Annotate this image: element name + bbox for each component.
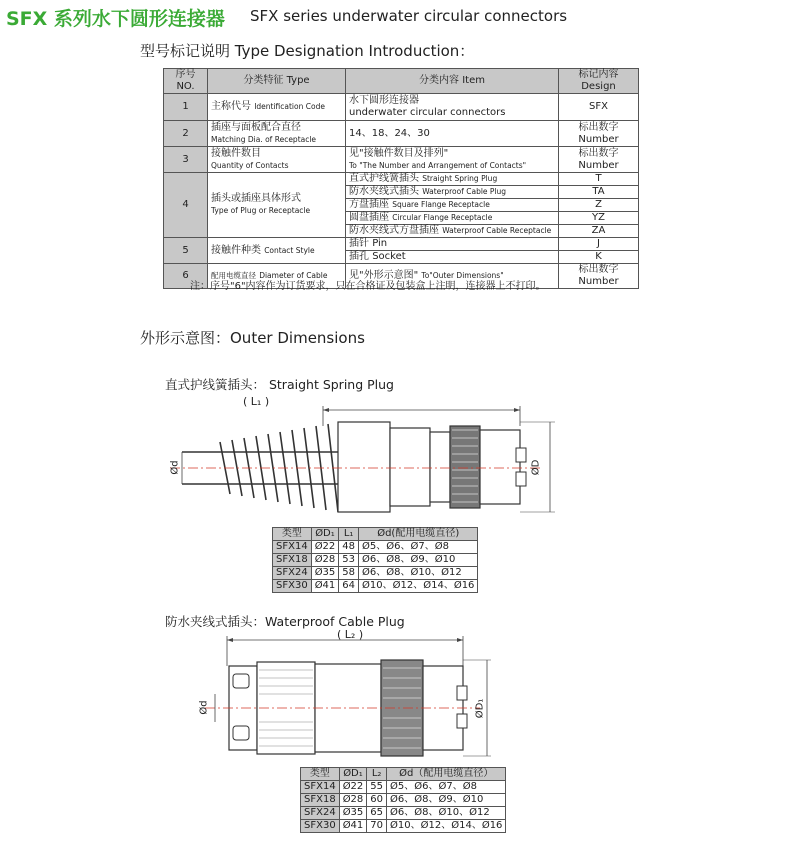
row-no: 5 bbox=[164, 238, 208, 264]
col-L1: L₁ bbox=[339, 528, 359, 541]
row-design: 标出数字 Number bbox=[559, 264, 639, 289]
cell: 53 bbox=[339, 554, 359, 567]
type-cn: 接触件数目 bbox=[211, 147, 261, 159]
table-row bbox=[273, 580, 478, 593]
type-en: Matching Dia. of Receptacle bbox=[211, 134, 317, 144]
cell: Ø6、Ø8、Ø10、Ø12 bbox=[359, 567, 478, 580]
row-item bbox=[346, 238, 559, 251]
table-row bbox=[301, 794, 506, 807]
row-no: 4 bbox=[164, 173, 208, 238]
type-cn: 接触件种类 bbox=[211, 244, 261, 256]
cell: 64 bbox=[339, 580, 359, 593]
cell: SFX30 bbox=[301, 820, 340, 833]
designation-table bbox=[163, 68, 639, 289]
row-design: J bbox=[559, 238, 639, 251]
cell: Ø6、Ø8、Ø10、Ø12 bbox=[387, 807, 506, 820]
item-en: Circular Flange Receptacle bbox=[392, 213, 493, 222]
cell: 60 bbox=[367, 794, 387, 807]
cell: 48 bbox=[339, 541, 359, 554]
table-row bbox=[164, 121, 639, 147]
cell: Ø10、Ø12、Ø14、Ø16 bbox=[387, 820, 506, 833]
table-row bbox=[301, 820, 506, 833]
straight-d-label: Ød bbox=[169, 460, 181, 475]
item-en: Waterproof Cable Plug bbox=[422, 187, 507, 196]
row-item bbox=[346, 199, 559, 212]
designation-note: 注：序号"6"内容作为订货要求，只在合格证及包装盒上注明，连接器上不打印。 bbox=[190, 281, 546, 292]
cell: SFX18 bbox=[273, 554, 312, 567]
row-item bbox=[346, 212, 559, 225]
cell: 70 bbox=[367, 820, 387, 833]
table-header-row bbox=[301, 768, 506, 781]
row-item bbox=[346, 225, 559, 238]
cell: SFX18 bbox=[301, 794, 340, 807]
item-cn: 插孔 bbox=[349, 251, 369, 262]
cell: SFX14 bbox=[273, 541, 312, 554]
item-cn: 插针 bbox=[349, 238, 369, 249]
cell: Ø35 bbox=[339, 807, 367, 820]
cell: SFX30 bbox=[273, 580, 312, 593]
col-d: Ød(配用电缆直径) bbox=[359, 528, 478, 541]
type-en: Identification Code bbox=[254, 102, 325, 111]
col-D1: ØD₁ bbox=[339, 768, 367, 781]
row-item bbox=[346, 147, 559, 173]
cell: Ø6、Ø8、Ø9、Ø10 bbox=[387, 794, 506, 807]
row-no: 3 bbox=[164, 147, 208, 173]
col-type: 类型 bbox=[273, 528, 312, 541]
page-title-en: SFX series underwater circular connectors bbox=[250, 7, 568, 25]
row-item bbox=[346, 251, 559, 264]
type-en: Type of Plug or Receptacle bbox=[211, 206, 311, 215]
item-en: Pin bbox=[372, 238, 388, 249]
straight-length-label: ( L₁ ) bbox=[243, 395, 270, 408]
cell: Ø5、Ø6、Ø7、Ø8 bbox=[387, 781, 506, 794]
row-type bbox=[208, 121, 346, 147]
col-item: 分类内容 Item bbox=[346, 69, 559, 94]
item-en: Straight Spring Plug bbox=[422, 174, 498, 183]
row-design: YZ bbox=[559, 212, 639, 225]
table-row bbox=[164, 173, 639, 186]
col-no: 序号 NO. bbox=[164, 69, 208, 94]
cell: Ø22 bbox=[339, 781, 367, 794]
col-d: Ød（配用电缆直径） bbox=[387, 768, 506, 781]
cell: Ø10、Ø12、Ø14、Ø16 bbox=[359, 580, 478, 593]
item-cn: 直式护线簧插头 bbox=[349, 173, 419, 184]
waterproof-plug-heading: 防水夹线式插头：Waterproof Cable Plug bbox=[165, 614, 405, 629]
cell: 65 bbox=[367, 807, 387, 820]
type-cn: 插座与面板配合直径 bbox=[211, 121, 301, 133]
type-en: Diameter of Cable bbox=[259, 271, 328, 280]
item-cn: 方盘插座 bbox=[349, 199, 389, 210]
cell: Ø35 bbox=[311, 567, 339, 580]
item-cn: 防水夹线式方盘插座 bbox=[349, 225, 439, 236]
straight-plug-table bbox=[272, 527, 478, 593]
waterproof-D1-label: ØD₁ bbox=[474, 698, 486, 719]
item-en: Socket bbox=[372, 251, 406, 262]
cell: 55 bbox=[367, 781, 387, 794]
row-no: 2 bbox=[164, 121, 208, 147]
table-header-row bbox=[164, 69, 639, 94]
type-cn: 插头或插座具体形式 bbox=[211, 193, 301, 204]
table-row bbox=[273, 541, 478, 554]
cell: Ø41 bbox=[339, 820, 367, 833]
waterproof-plug-drawing bbox=[195, 628, 495, 763]
waterproof-length-label: ( L₂ ) bbox=[337, 628, 364, 641]
row-type bbox=[208, 173, 346, 238]
item-cn: 防水夹线式插头 bbox=[349, 186, 419, 197]
item-cn: 水下圆形连接器 bbox=[349, 95, 419, 106]
row-item bbox=[346, 173, 559, 186]
row-design: 标出数字 Number bbox=[559, 121, 639, 147]
row-no: 1 bbox=[164, 94, 208, 121]
item-en: To"Outer Dimensions" bbox=[421, 271, 504, 280]
type-cn: 主称代号 bbox=[211, 101, 251, 112]
table-row bbox=[164, 94, 639, 121]
row-type bbox=[208, 147, 346, 173]
table-row bbox=[301, 807, 506, 820]
col-D1: ØD₁ bbox=[311, 528, 339, 541]
waterproof-plug-table bbox=[300, 767, 506, 833]
table-row bbox=[273, 554, 478, 567]
straight-plug-drawing bbox=[160, 392, 560, 522]
col-type: 分类特征 Type bbox=[208, 69, 346, 94]
row-item bbox=[346, 186, 559, 199]
item-cn: 圆盘插座 bbox=[349, 212, 389, 223]
cell: SFX24 bbox=[273, 567, 312, 580]
item-en: To "The Number and Arrangement of Contacts" bbox=[349, 160, 527, 170]
straight-plug-heading: 直式护线簧插头： Straight Spring Plug bbox=[165, 377, 394, 392]
table-header-row bbox=[273, 528, 478, 541]
col-type: 类型 bbox=[301, 768, 340, 781]
row-design: ZA bbox=[559, 225, 639, 238]
cell: SFX24 bbox=[301, 807, 340, 820]
col-L2: L₂ bbox=[367, 768, 387, 781]
row-design: K bbox=[559, 251, 639, 264]
type-en: Contact Style bbox=[264, 245, 315, 255]
designation-heading: 型号标记说明 Type Designation Introduction： bbox=[140, 42, 475, 60]
waterproof-d-label: Ød bbox=[198, 700, 210, 715]
row-design: T bbox=[559, 173, 639, 186]
type-en: Quantity of Contacts bbox=[211, 160, 289, 170]
row-no: 6 bbox=[164, 264, 208, 289]
item-en: Square Flange Receptacle bbox=[392, 200, 490, 209]
row-design: Z bbox=[559, 199, 639, 212]
cell: Ø5、Ø6、Ø7、Ø8 bbox=[359, 541, 478, 554]
cell: 58 bbox=[339, 567, 359, 580]
cell: Ø22 bbox=[311, 541, 339, 554]
item-en: Waterproof Cable Receptacle bbox=[442, 226, 552, 235]
item-cn: 见"接触件数目及排列" bbox=[349, 147, 449, 159]
row-design: TA bbox=[559, 186, 639, 199]
row-item bbox=[346, 94, 559, 121]
row-type bbox=[208, 238, 346, 264]
cell: Ø28 bbox=[311, 554, 339, 567]
cell: Ø6、Ø8、Ø9、Ø10 bbox=[359, 554, 478, 567]
cell: SFX14 bbox=[301, 781, 340, 794]
cell: Ø28 bbox=[339, 794, 367, 807]
table-row bbox=[164, 238, 639, 251]
item-cn: 见"外形示意图" bbox=[349, 270, 419, 281]
row-design: SFX bbox=[559, 94, 639, 121]
type-cn: 配用电缆直径 bbox=[211, 271, 256, 280]
item-en: underwater circular connectors bbox=[349, 107, 506, 118]
straight-D-label: ØD bbox=[530, 459, 542, 476]
col-design: 标记内容 Design bbox=[559, 69, 639, 94]
table-row bbox=[273, 567, 478, 580]
row-item: 14、18、24、30 bbox=[346, 121, 559, 147]
cell: Ø41 bbox=[311, 580, 339, 593]
row-design: 标出数字 Number bbox=[559, 147, 639, 173]
table-row bbox=[301, 781, 506, 794]
row-type bbox=[208, 94, 346, 121]
table-row bbox=[164, 147, 639, 173]
outer-heading: 外形示意图：Outer Dimensions bbox=[140, 329, 365, 347]
page-title-cn: SFX 系列水下圆形连接器 bbox=[6, 8, 225, 30]
